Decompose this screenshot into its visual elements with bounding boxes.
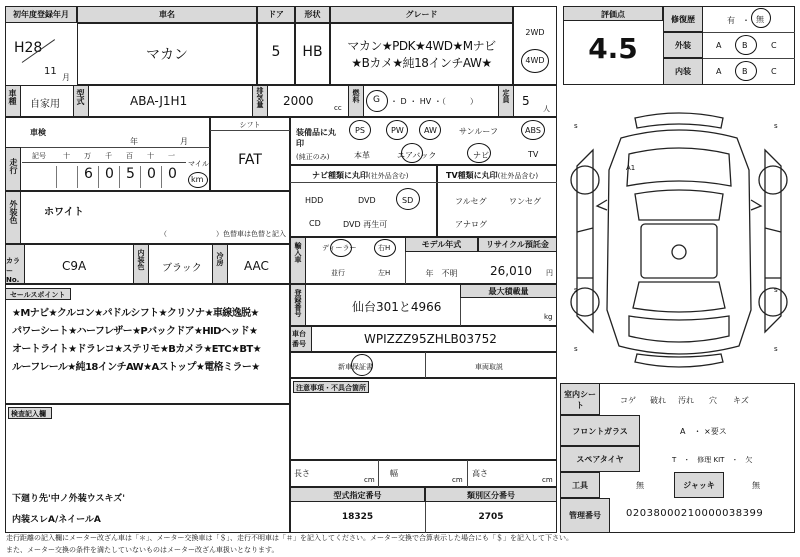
spare-value: T ・ 修理 KIT ・ 欠	[672, 456, 753, 464]
first-reg-label: 初年度登録年月	[13, 10, 69, 19]
category-label: 類別区分番号	[467, 491, 515, 500]
repair-dot: ・	[742, 16, 750, 25]
mark-label: 記号	[32, 152, 46, 160]
footer-line-1: 走行距離の記入欄にメーター改ざん車は「＊」、メーター交換車は「＄」、走行不明車は「＃」を記入してください。メーター交換で合算表示した場合にも「＄」を記入して下さい。	[6, 534, 573, 542]
color-note: （ ）色替車は色替と記入	[160, 230, 286, 238]
drive-2wd: 2WD	[525, 28, 545, 37]
tv-analog: アナログ	[455, 220, 487, 229]
digit-cell	[56, 166, 78, 188]
grade-label: グレード	[405, 10, 438, 19]
month-value: 11	[44, 66, 57, 77]
cc-unit: cc	[334, 104, 342, 112]
equipment-label: 装備品に丸印	[296, 128, 336, 148]
usage-label: 車種	[8, 89, 17, 105]
damage-a1: A1	[626, 164, 636, 172]
dims-width: 幅	[390, 469, 398, 478]
interior-a: A	[716, 67, 722, 76]
import-lhd: 左H	[378, 269, 391, 277]
inspection-month: 月	[180, 137, 188, 146]
equip-navi: ナビ	[473, 151, 489, 160]
sales-label: セールスポイント	[10, 291, 66, 299]
docs-manual: 車両取説	[475, 363, 503, 371]
docs-warranty: 新車保証書	[338, 363, 373, 371]
sales-line-3: オートライト★ドラレコ★ステリモ★Bカメラ★ETC★BT★	[12, 344, 261, 355]
color-code: C9A	[62, 259, 87, 273]
recycle-yen: 円	[546, 269, 553, 277]
interior-c: C	[771, 67, 777, 76]
inspector-line-1: 下廻り先'中ノ外装ウスキズ'	[12, 494, 126, 504]
repair-label: 修復歴	[671, 15, 695, 24]
footer-line-2: また、メーター交換の条件を満たしていないものはメーター改ざん車扱いとなります。	[6, 546, 279, 554]
repair-yes: 有	[727, 16, 735, 25]
inspection-label: 車検	[30, 128, 46, 137]
exterior-b: B	[742, 41, 748, 50]
reg-label: 登録番号	[294, 289, 302, 317]
recycle-label: リサイクル預託金	[486, 240, 549, 249]
navi-dvdplay: DVD 再生可	[343, 220, 388, 229]
fuel-label: 燃料	[352, 89, 360, 103]
sales-line-2: パワーシート★ハーフレザー★Pバックドア★HIDヘッド★	[12, 326, 258, 337]
tool-value: 無	[636, 481, 644, 490]
navi-cd: CD	[309, 219, 321, 228]
doors-value: 5	[271, 44, 281, 60]
digit-cell: 5	[119, 166, 141, 188]
mileage-label: 走行	[9, 158, 18, 174]
s-mark-1: s	[574, 122, 578, 130]
displacement: 2000	[283, 94, 314, 108]
digit-header: 一	[168, 152, 175, 160]
dims-height: 高さ	[472, 469, 488, 478]
seat-item: 汚れ	[678, 396, 694, 405]
seat-label: 室内シート	[564, 390, 596, 410]
month-unit: 月	[62, 73, 70, 82]
dims-length: 長さ	[294, 469, 310, 478]
docs-block	[290, 352, 557, 378]
equip-aw: AW	[424, 126, 437, 135]
navi-hdd: HDD	[305, 196, 324, 205]
navi-dvd: DVD	[358, 196, 376, 205]
model-year-label: モデル年式	[421, 240, 462, 249]
equip-airbag: エアバック	[397, 151, 437, 160]
capacity-label: 定員	[502, 89, 510, 103]
seat-item: コゲ	[620, 396, 636, 405]
fuel-other: ・ D ・ HV ・（ ）	[390, 97, 478, 106]
category-value: 2705	[478, 512, 504, 522]
equipment-sublabel: (純正のみ)	[296, 153, 330, 161]
color-value: ホワイト	[44, 207, 84, 218]
tool-label: 工具	[572, 481, 588, 490]
digit-header: 千	[105, 152, 112, 160]
s-mark-2: s	[774, 122, 778, 130]
era-year: H28	[14, 40, 43, 56]
ac-label: 冷房	[216, 252, 224, 266]
dims-block	[290, 460, 557, 487]
drive-cell	[513, 6, 557, 85]
model: ABA-J1H1	[130, 94, 188, 108]
s-mark-3: s	[574, 286, 578, 294]
model-label: 型式	[76, 89, 85, 105]
digit-cell: 0	[140, 166, 162, 188]
car-name: マカン	[146, 47, 188, 63]
digit-cell: 0	[161, 166, 183, 188]
s-mark-4: s	[774, 286, 778, 294]
fuel-g: G	[373, 95, 380, 105]
glass-label: フロントガラス	[572, 427, 628, 436]
inspector-label: 検査記入欄	[11, 410, 46, 418]
jack-label: ジャッキ	[683, 481, 715, 490]
designation-label: 型式指定番号	[333, 491, 382, 500]
equip-pw: PW	[391, 126, 404, 135]
notes-label: 注意事項・不具合箇所	[296, 384, 366, 392]
digit-cell: 0	[98, 166, 120, 188]
unit-mile: マイル	[188, 160, 209, 168]
digit-header: 万	[84, 152, 91, 160]
name-label: 車名	[159, 10, 175, 19]
capacity: 5	[522, 94, 530, 108]
usage: 自家用	[30, 99, 60, 110]
shift-value: FAT	[238, 152, 262, 168]
import-label: 輸入車	[294, 242, 302, 263]
dims-length-cm: cm	[364, 476, 375, 484]
grade-line2: ★Bカメ★純18インチAW★	[351, 56, 492, 70]
repair-no: 無	[756, 15, 764, 24]
digit-cell: 6	[77, 166, 99, 188]
color-label: 外装色	[9, 200, 18, 224]
interior-grade-label: 内装	[675, 67, 691, 76]
navi-label: ナビ種類に丸印(社外品含む)	[312, 171, 409, 180]
s-mark-6: s	[774, 345, 778, 353]
car-diagram	[563, 110, 795, 372]
seat-item: キズ	[733, 396, 749, 405]
tv-oneseg: ワンセグ	[509, 197, 541, 206]
mgmt-label: 管理番号	[569, 511, 601, 520]
recycle-value: 26,010	[490, 264, 532, 278]
seat-item: 穴	[709, 396, 717, 405]
chassis-value: WPIZZZ95ZHLB03752	[364, 332, 497, 346]
equip-abs: ABS	[525, 126, 541, 135]
digit-header: 十	[147, 152, 154, 160]
unit-km: km	[191, 175, 204, 184]
exterior-c: C	[771, 41, 777, 50]
digit-header: 百	[126, 152, 133, 160]
capacity-unit: 人	[543, 105, 550, 113]
reg-value: 仙台301と4966	[352, 300, 442, 314]
glass-value: A ・ ×要ス	[680, 427, 727, 436]
jack-value: 無	[752, 481, 760, 490]
equip-sunroof: サンルーフ	[459, 127, 498, 136]
max-load-label: 最大積載量	[488, 287, 529, 296]
shape-value: HB	[302, 44, 323, 60]
interior-color: ブラック	[162, 263, 202, 274]
tv-label: TV種類に丸印(社外品含む)	[446, 171, 539, 180]
model-year: 年 不明	[425, 269, 458, 278]
displacement-label: 排気量	[256, 87, 264, 108]
sales-line-1: ★Mナビ★クルコン★パドルシフト★クリソナ★車線逸脱★	[12, 308, 259, 319]
exterior-a: A	[716, 41, 722, 50]
designation-value: 18325	[341, 512, 374, 522]
import-parallel: 並行	[331, 269, 345, 277]
score-value: 4.5	[588, 32, 638, 65]
exterior-label: 外装	[675, 41, 691, 50]
shift-label: シフト	[239, 121, 261, 129]
dims-width-cm: cm	[452, 476, 463, 484]
interior-b: B	[742, 67, 748, 76]
spare-label: スペアタイヤ	[576, 455, 624, 464]
shape-label: 形状	[304, 10, 321, 19]
sales-line-4: ルーフレール★純18インチAW★Aストップ★電格ミラー★	[12, 362, 260, 373]
tv-fullseg: フルセグ	[455, 197, 487, 206]
doors-label: ドア	[268, 10, 284, 19]
ac-value: AAC	[244, 259, 269, 273]
navi-sd: SD	[402, 196, 414, 205]
code-label: カラーNo.	[6, 257, 20, 284]
inspection-year: 年	[130, 137, 138, 146]
interior-label: 内装色	[137, 249, 145, 270]
seat-item: 破れ	[650, 396, 666, 405]
dims-height-cm: cm	[542, 476, 553, 484]
equip-leather: 本革	[354, 151, 370, 160]
s-mark-5: s	[574, 345, 578, 353]
grade-line1: マカン★PDK★4WD★Mナビ	[347, 39, 496, 53]
import-dealer: ディーラー	[322, 244, 357, 252]
score-label: 評価点	[601, 10, 625, 19]
digit-header: 十	[63, 152, 70, 160]
inspector-line-2: 内装スレA/ネイールA	[12, 515, 101, 525]
import-rhd: 右H	[378, 244, 391, 252]
chassis-label: 車台番号	[292, 330, 306, 348]
equip-ps: PS	[355, 126, 365, 135]
max-load-kg: kg	[544, 313, 553, 321]
mgmt-value: 02038000210000038399	[626, 508, 764, 519]
drive-4wd: 4WD	[525, 56, 545, 65]
equip-tv: TV	[528, 150, 539, 159]
